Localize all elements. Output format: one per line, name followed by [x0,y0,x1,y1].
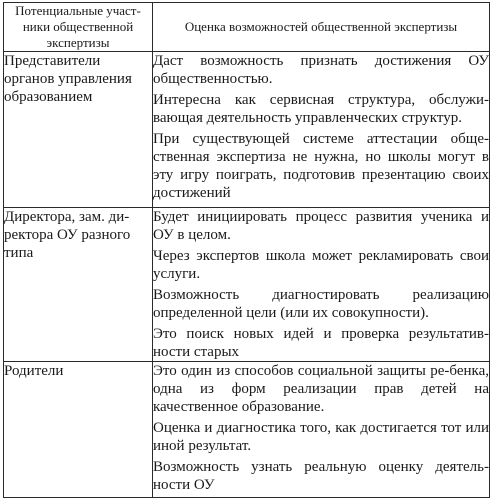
assessment-paragraph: При существующей системе аттестации обще-ственная экспертиза не нужна, но школы могут в эту игру поиграть, подготовив презентацию своих достижений [153,131,489,201]
header-participants-text: Потенциальные участ- ники общественной экспертизы [15,3,141,50]
assessment-cell [153,52,490,208]
assessment-paragraph: Возможность диагностировать реализацию определенной цели (или их совокупности). [153,287,489,321]
table-row [4,362,490,498]
header-participants [4,3,153,52]
assessment-paragraph: Даст возможность признать достижения ОУ общественностью. [153,53,489,87]
participant-cell [4,52,153,208]
assessment-paragraph: Оценка и диагностика того, как достигается тот или иной результат. [153,420,489,454]
table-header-row [4,3,490,52]
assessment-cell [153,208,490,362]
assessment-paragraph: Возможность узнать реальную оценку деятель-ности ОУ [153,459,489,493]
participant-name: Представители органов управления образованием [4,53,132,105]
participant-cell [4,208,153,362]
assessment-paragraph: Будет инициировать процесс развития ученика и ОУ в целом. [153,209,489,243]
assessment-cell [153,362,490,498]
assessment-paragraph: Это один из способов социальной защиты ре-бенка, одна из форм реализации прав детей на качественное образование. [153,363,489,415]
expertise-table [3,2,490,498]
assessment-paragraph: Это поиск новых идей и проверка результатив-ности старых [153,326,489,360]
participant-name: Директора, зам. ди-ректора ОУ разного типа [4,209,131,261]
table-row [4,208,490,362]
assessment-paragraph: Интересна как сервисная структура, обслужи-вающая деятельность управленческих структур. [153,92,489,126]
assessment-paragraph: Через экспертов школа может рекламировать свои услуги. [153,248,489,282]
participant-cell [4,362,153,498]
table-row [4,52,490,208]
header-assessment [153,3,490,52]
header-assessment-text: Оценка возможностей общественной экспертизы [184,19,458,34]
participant-name: Родители [4,363,64,379]
